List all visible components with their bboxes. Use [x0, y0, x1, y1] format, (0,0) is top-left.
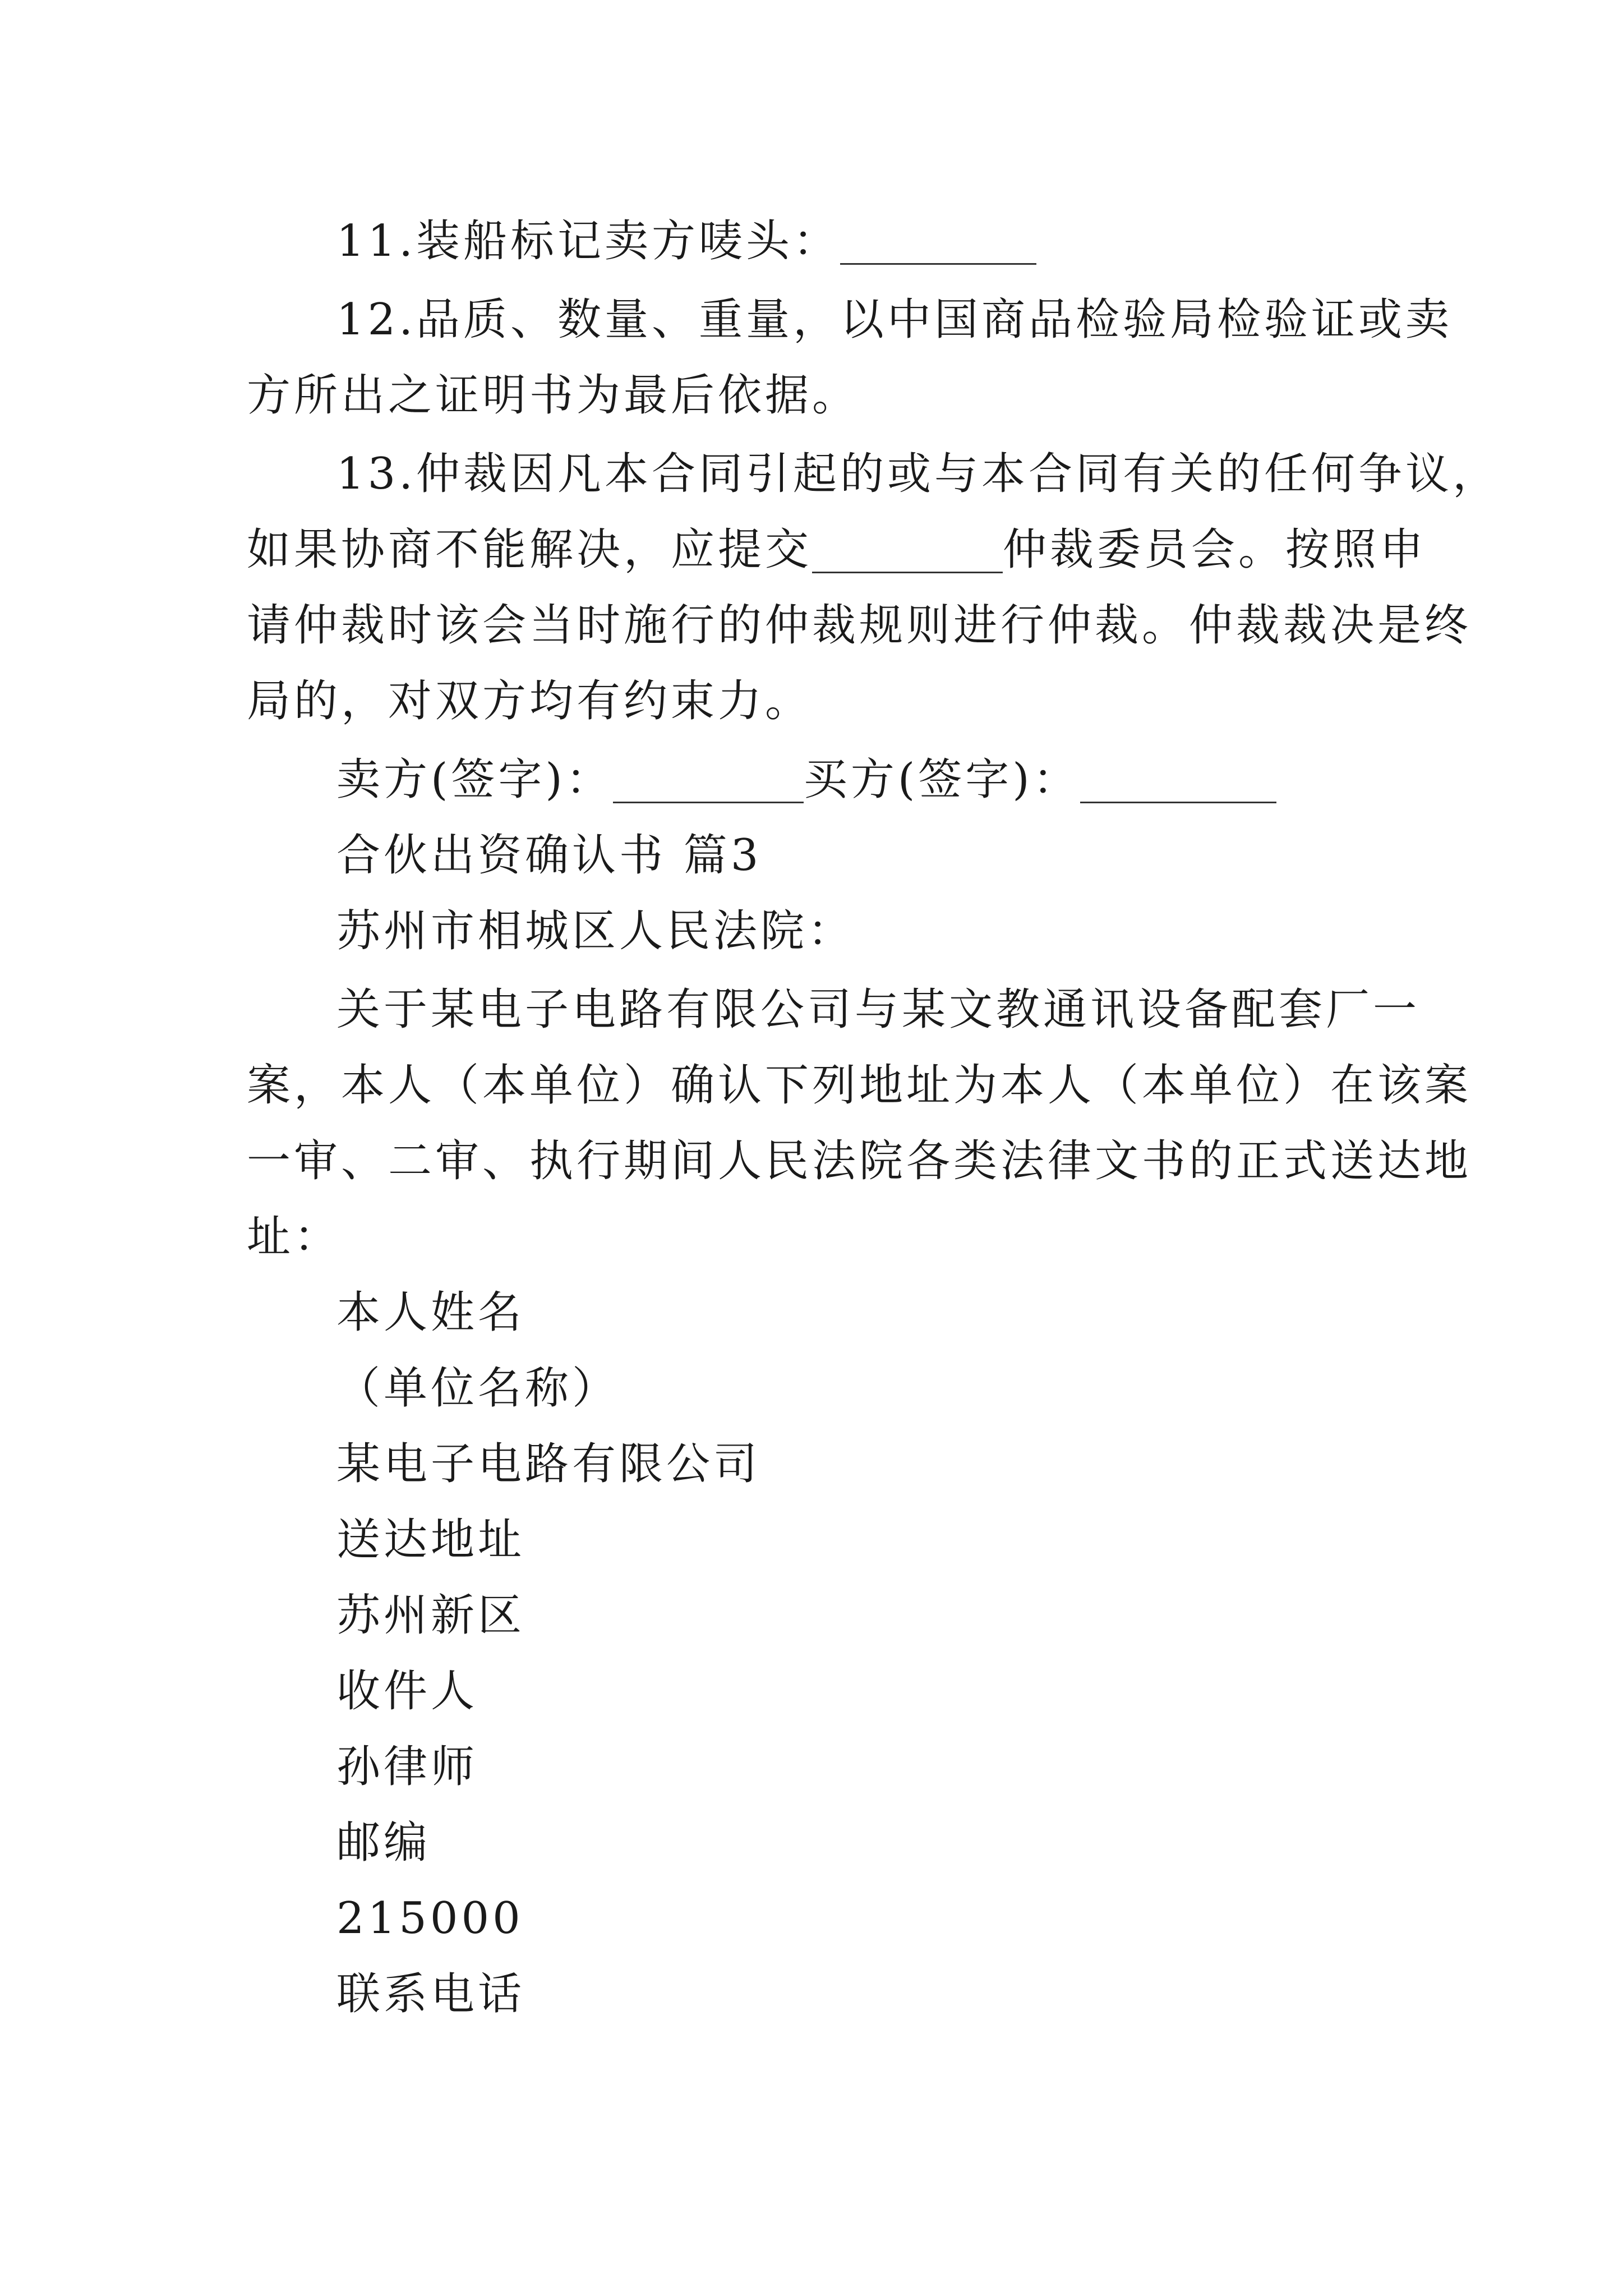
clause-13-text-b: 仲裁委员会。按照申: [1003, 524, 1427, 575]
field-unit-value: 某电子电路有限公司: [336, 1439, 761, 1489]
clause-12-line-2: 方所出之证明书为最后依据。: [247, 370, 860, 421]
field-unit-label: （单位名称）: [336, 1363, 620, 1414]
body-line-3: 一审、二审、执行期间人民法院各类法律文书的正式送达地: [247, 1136, 1472, 1186]
field-postcode-label: 邮编: [336, 1818, 431, 1868]
section-title: 合伙出资确认书 篇3: [336, 830, 762, 881]
clause-13-line-2: [247, 522, 1427, 578]
body-line-1: 关于某电子电路有限公司与某文教通讯设备配套厂一: [336, 984, 1421, 1035]
buyer-signature-blank: [1080, 747, 1276, 803]
field-name-label: 本人姓名: [336, 1287, 525, 1338]
seller-signature-blank: [613, 747, 804, 803]
clause-11-text: 11.装船标记卖方唛头：: [336, 216, 841, 266]
signature-line: [336, 752, 1276, 808]
body-line-4: 址：: [247, 1212, 342, 1262]
field-recipient-value: 孙律师: [336, 1742, 478, 1792]
clause-13-line-3: 请仲裁时该会当时施行的仲裁规则进行仲裁。仲裁裁决是终: [247, 600, 1472, 651]
clause-13-line-1: 13.仲裁因凡本合同引起的或与本合同有关的任何争议，: [336, 449, 1500, 499]
field-phone-label: 联系电话: [336, 1969, 525, 2019]
body-line-2: 案，本人（本单位）确认下列地址为本人（本单位）在该案: [247, 1060, 1472, 1111]
court-addressee: 苏州市相城区人民法院：: [336, 906, 855, 956]
field-address-value: 苏州新区: [336, 1590, 525, 1641]
clause-13-text-a: 如果协商不能解决，应提交: [247, 524, 813, 575]
clause-11: [336, 213, 1036, 269]
field-recipient-label: 收件人: [336, 1666, 478, 1717]
field-postcode-value: 215000: [336, 1893, 524, 1944]
field-address-label: 送达地址: [336, 1515, 525, 1565]
clause-13-line-4: 局的，对双方均有约束力。: [247, 676, 813, 726]
seller-signature-label: 卖方(签字)：: [336, 754, 613, 805]
shipping-mark-blank: [840, 209, 1036, 265]
clause-12-line-1: 12.品质、数量、重量，以中国商品检验局检验证或卖: [336, 295, 1453, 345]
arbitration-body-blank: [812, 517, 1003, 573]
buyer-signature-label: 买方(签字)：: [803, 754, 1080, 805]
